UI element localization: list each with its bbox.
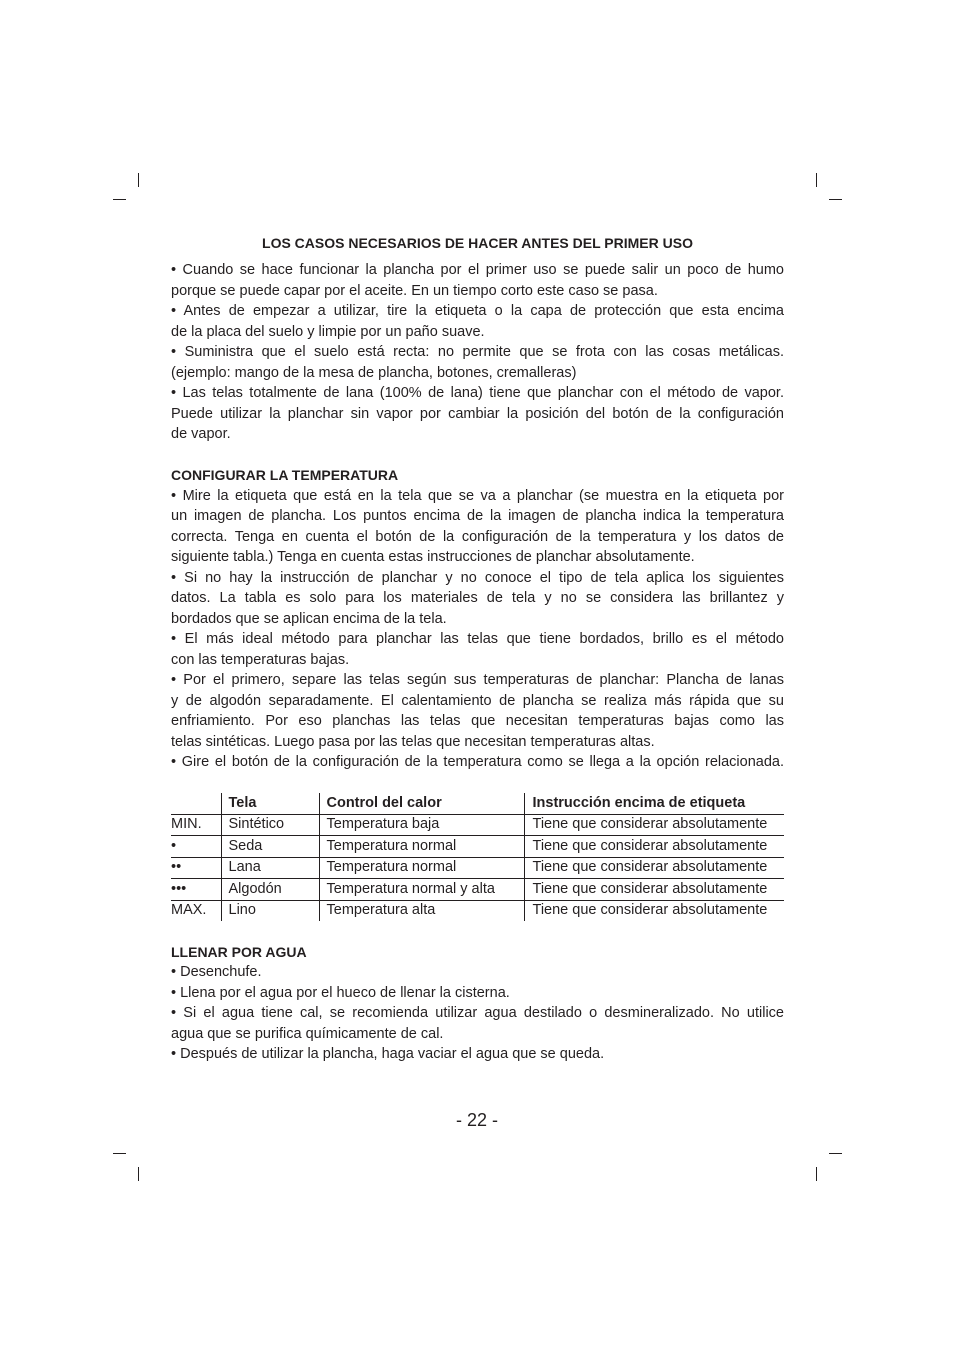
table-cell: Sintético xyxy=(221,814,319,836)
table-row xyxy=(171,814,784,836)
crop-mark xyxy=(816,1167,817,1181)
text-line: • Llena por el agua por el hueco de llenar la cisterna. xyxy=(171,984,510,1001)
table-cell: •• xyxy=(171,857,221,879)
page-content xyxy=(171,233,784,1065)
table-cell: Tiene que considerar absolutamente xyxy=(524,857,784,879)
table-row xyxy=(171,900,784,921)
text-line: • Si el agua tiene cal, se recomienda utilizar agua destilado o desmineralizado. No utilice xyxy=(171,1005,784,1021)
table-header-cell: Tela xyxy=(221,793,319,814)
text-line: telas sintéticas. Luego pasa por las telas que necesitan temperaturas altas. xyxy=(171,733,655,750)
table-cell: MIN. xyxy=(171,814,221,836)
crop-mark xyxy=(829,1153,842,1154)
text-line: agua que se purifica químicamente de cal. xyxy=(171,1025,444,1042)
table-cell: • xyxy=(171,836,221,858)
text-line: de vapor. xyxy=(171,426,231,442)
text-line: y de algodón separadamente. El calentamiento de plancha se realiza más rápida que su xyxy=(171,692,784,709)
text-line: con las temperaturas bajas. xyxy=(171,651,350,668)
text-line: enfriamiento. Por eso planchas las telas que necesitan temperaturas bajas como las xyxy=(171,713,784,729)
text-line: • Mire la etiqueta que está en la tela que se va a planchar (se muestra en la etiqueta por xyxy=(171,487,784,504)
section-heading: LOS CASOS NECESARIOS DE HACER ANTES DEL PRIMER USO xyxy=(262,235,693,251)
text-line: (ejemplo: mango de la mesa de plancha, botones, cremalleras) xyxy=(171,364,577,381)
text-line: porque se puede capar por el aceite. En un tiempo corto este caso se pasa. xyxy=(171,282,658,299)
table-cell: Lana xyxy=(221,857,319,879)
table-cell: MAX. xyxy=(171,902,207,918)
paragraph xyxy=(171,486,784,568)
table-row xyxy=(171,836,784,858)
table-header-cell: Instrucción encima de etiqueta xyxy=(524,793,784,814)
paragraph xyxy=(171,1003,784,1044)
paragraph xyxy=(171,342,784,383)
text-line: • Si no hay la instrucción de planchar y no conoce el tipo de tela aplica los siguientes xyxy=(171,569,784,586)
text-line: • Desenchufe. xyxy=(171,964,262,980)
crop-mark xyxy=(113,1153,126,1154)
text-line: siguiente tabla.) Tenga en cuenta estas instrucciones de planchar absolutamente. xyxy=(171,549,695,565)
table-cell: Tiene que considerar absolutamente xyxy=(524,879,784,901)
table-cell: Temperatura alta xyxy=(319,900,524,921)
section-heading: LLENAR POR AGUA xyxy=(171,943,307,960)
text-line: correcta. Tenga en cuenta el botón de la configuración de la temperatura y los datos de xyxy=(171,528,784,545)
table-cell: Temperatura normal xyxy=(319,836,524,858)
paragraph xyxy=(171,983,784,1004)
paragraph xyxy=(171,568,784,630)
table-cell: Lino xyxy=(221,900,319,921)
crop-mark xyxy=(829,199,842,200)
text-line: un imagen de plancha. Los puntos encima de la imagen de plancha indica la temperatura xyxy=(171,508,784,524)
crop-mark xyxy=(138,1167,139,1181)
paragraph xyxy=(171,383,784,445)
table-cell: Tiene que considerar absolutamente xyxy=(524,836,784,858)
table-cell: Algodón xyxy=(221,879,319,901)
table-row xyxy=(171,857,784,879)
text-line: • Cuando se hace funcionar la plancha por el primer uso se puede salir un poco de humo xyxy=(171,262,784,278)
paragraph xyxy=(171,752,784,773)
table-cell: Temperatura normal y alta xyxy=(319,879,524,901)
paragraph xyxy=(171,629,784,670)
text-line: • El más ideal método para planchar las telas que tiene bordados, brillo es el método xyxy=(171,631,784,647)
table-header-row xyxy=(171,793,784,814)
table-row xyxy=(171,879,784,901)
table-cell: ••• xyxy=(171,879,221,901)
text-line: de la placa del suelo y limpie por un paño suave. xyxy=(171,323,485,340)
table-header-cell xyxy=(171,793,221,814)
table-cell: Tiene que considerar absolutamente xyxy=(524,814,784,836)
table-cell: Temperatura normal xyxy=(319,857,524,879)
text-line: Puede utilizar la planchar sin vapor por cambiar la posición del botón de la configuración xyxy=(171,405,784,422)
text-line: • Por el primero, separe las telas según sus temperaturas de planchar: Plancha de lanas xyxy=(171,672,784,688)
section-heading: CONFIGURAR LA TEMPERATURA xyxy=(171,467,399,483)
crop-mark xyxy=(113,199,126,200)
paragraph xyxy=(171,1044,784,1065)
text-line: • Suministra que el suelo está recta: no permite que se frota con las cosas metálicas. xyxy=(171,344,784,360)
table-cell: Tiene que considerar absolutamente xyxy=(524,900,784,921)
text-line: • Antes de empezar a utilizar, tire la etiqueta o la capa de protección que esta encima xyxy=(171,303,784,319)
table-cell: Seda xyxy=(221,836,319,858)
text-line: • Las telas totalmente de lana (100% de lana) tiene que planchar con el método de vapor. xyxy=(171,385,784,401)
text-line: bordados que se aplican encima de la tela. xyxy=(171,610,447,627)
temperature-table xyxy=(171,793,784,921)
text-line: • Después de utilizar la plancha, haga vaciar el agua que se queda. xyxy=(171,1046,605,1062)
table-cell: Temperatura baja xyxy=(319,814,524,836)
paragraph xyxy=(171,301,784,342)
paragraph xyxy=(171,260,784,301)
crop-mark xyxy=(816,173,817,187)
crop-mark xyxy=(138,173,139,187)
paragraph xyxy=(171,670,784,752)
text-line: datos. La tabla es solo para los materiales de tela y no se considera las brillantez y xyxy=(171,590,784,606)
text-line: • Gire el botón de la configuración de la temperatura como se llega a la opción relacionada. xyxy=(171,754,784,770)
page-number: - 22 - xyxy=(455,1110,498,1130)
paragraph xyxy=(171,962,784,983)
table-header-cell: Control del calor xyxy=(319,793,524,814)
